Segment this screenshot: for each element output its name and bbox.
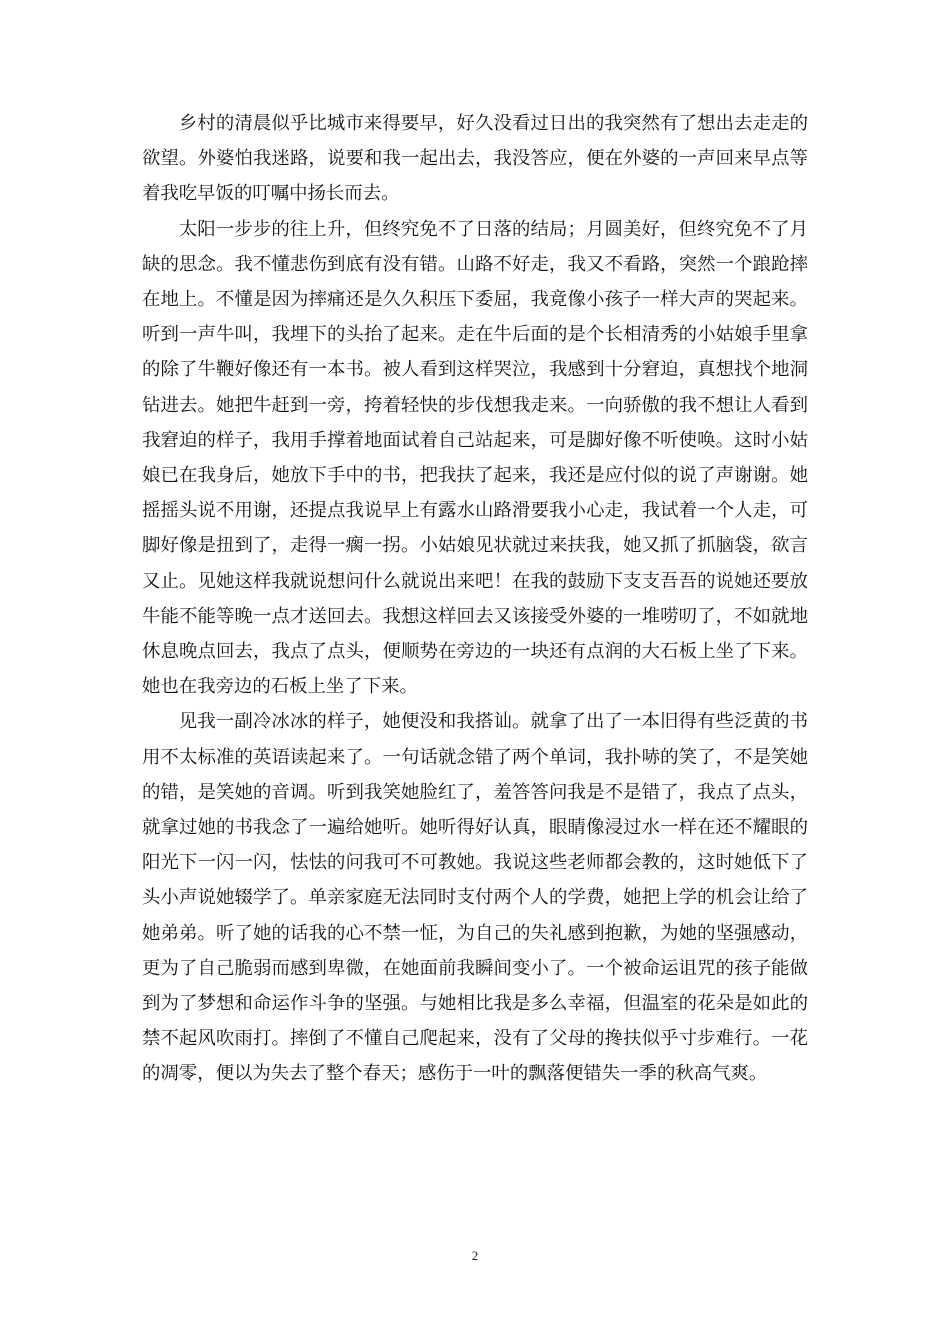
page-number: 2 bbox=[471, 1248, 479, 1263]
document-body bbox=[142, 106, 808, 1092]
paragraph-1: 乡村的清晨似乎比城市来得要早，好久没看过日出的我突然有了想出去走走的欲望。外婆怕我迷路，说要和我一起出去，我没答应，便在外婆的一声回来早点等着我吃早饭的叮嘱中扬长而去。 bbox=[142, 113, 808, 205]
paragraph-3: 见我一副冷冰冰的样子，她便没和我搭讪。就拿了出了一本旧得有些泛黄的书用不太标准的英语读起来了。一句话就念错了两个单词，我扑哧的笑了，不是笑她的错，是笑她的音调。听到我笑她脸红了，羞答答问我是不是错了，我点了点头，就拿过她的书我念了一遍给她听。她听得好认真，眼睛像浸过水一样在还不耀眼的阳光下一闪一闪，怯怯的问我可不可教她。我说这些老师都会教的，这时她低下了头小声说她辍学了。单亲家庭无法同时支付两个人的学费，她把上学的机会让给了她弟弟。听了她的话我的心不禁一怔，为自己的失礼感到抱歉，为她的坚强感动，更为了自己脆弱而感到卑微，在她面前我瞬间变小了。一个被命运诅咒的孩子能做到为了梦想和命运作斗争的坚强。与她相比我是多么幸福，但温室的花朵是如此的禁不起风吹雨打。摔倒了不懂自己爬起来，没有了父母的搀扶似乎寸步难行。一花的凋零，便以为失去了整个春天；感伤于一叶的飘落便错失一季的秋高气爽。 bbox=[142, 711, 808, 1085]
paragraph-2: 太阳一步步的往上升，但终究免不了日落的结局；月圆美好，但终究免不了月缺的思念。我不懂悲伤到底有没有错。山路不好走，我又不看路，突然一个踉跄摔在地上。不懂是因为摔痛还是久久积压下委屈，我竟像小孩子一样大声的哭起来。听到一声牛叫，我埋下的头抬了起来。走在牛后面的是个长相清秀的小姑娘手里拿的除了牛鞭好像还有一本书。被人看到这样哭泣，我感到十分窘迫，真想找个地洞钻进去。她把牛赶到一旁，挎着轻快的步伐想我走来。一向骄傲的我不想让人看到我窘迫的样子，我用手撑着地面试着自己站起来，可是脚好像不听使唤。这时小姑娘已在我身后，她放下手中的书，把我扶了起来，我还是应付似的说了声谢谢。她摇摇头说不用谢，还提点我说早上有露水山路滑要我小心走，我试着一个人走，可脚好像是扭到了，走得一瘸一拐。小姑娘见状就过来扶我，她又抓了抓脑袋，欲言又止。见她这样我就说想问什么就说出来吧！在我的鼓励下支支吾吾的说她还要放牛能不能等晚一点才送回去。我想这样回去又该接受外婆的一堆唠叨了，不如就地休息晚点回去，我点了点头，便顺势在旁边的一块还有点润的大石板上坐了下来。她也在我旁边的石板上坐了下来。 bbox=[142, 218, 808, 698]
